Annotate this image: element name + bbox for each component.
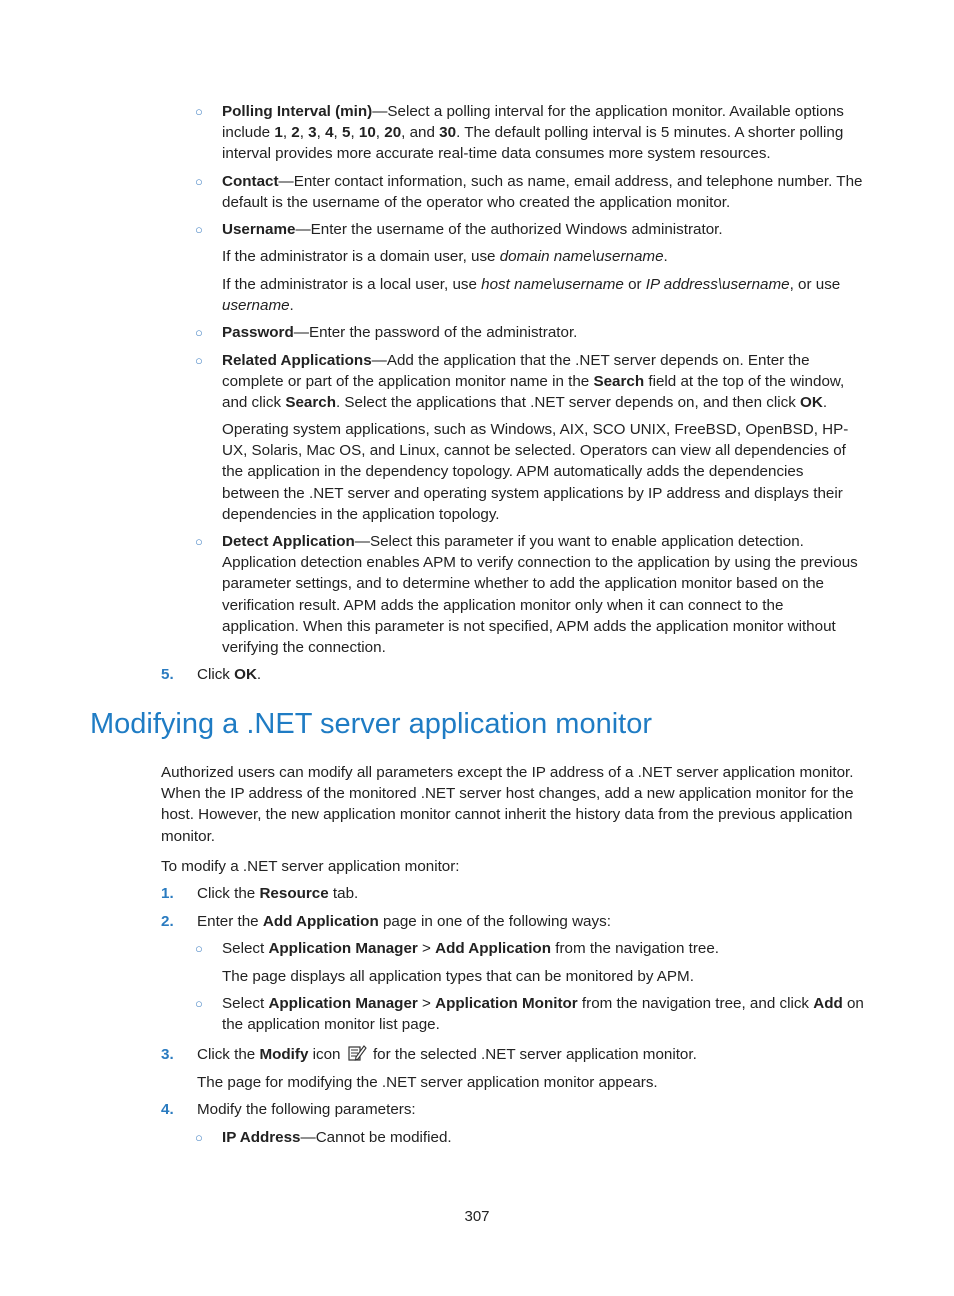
procedure-lead: To modify a .NET server application monitor: [161, 858, 460, 875]
polling-interval-item: Polling Interval (min)—Select a polling interval for the application monitor. Available options include 1, 2, 3, 4, 5, 10, 20, and 30. The default polling interval is 5 minutes. A shorter polling interval provides more accurate real-time data consumes more system resources. [222, 103, 844, 163]
step-number: 5. [161, 666, 174, 683]
bullet: ○ [195, 1130, 203, 1145]
bullet: ○ [195, 996, 203, 1011]
bullet: ○ [195, 174, 203, 189]
ip-address-item: IP Address—Cannot be modified. [222, 1129, 452, 1146]
step-2-option-1: Select Application Manager > Add Application from the navigation tree. [222, 940, 719, 957]
bullet: ○ [195, 104, 203, 119]
username-item: Username—Enter the username of the authorized Windows administrator. [222, 221, 723, 238]
page-number: 307 [464, 1208, 490, 1225]
step-number: 4. [161, 1101, 174, 1118]
step-3: Click the Modify icon for the selected .NET server application monitor. [197, 1046, 697, 1063]
modify-icon [347, 1044, 367, 1062]
username-local-note: If the administrator is a local user, use host name\username or IP address\username, or use username. [222, 276, 841, 315]
step-number: 1. [161, 885, 174, 902]
step-number: 2. [161, 913, 174, 930]
username-domain-note: If the administrator is a domain user, use domain name\username. [222, 248, 668, 265]
bullet: ○ [195, 325, 203, 340]
section-intro: Authorized users can modify all parameters except the IP address of a .NET server application monitor. When the IP address of the monitored .NET server host changes, add a new application monitor for the host. However, the new application monitor cannot inherit the history data from the previous application monitor. [161, 764, 854, 845]
contact-item: Contact—Enter contact information, such as name, email address, and telephone number. The default is the username of the operator who created the application monitor. [222, 173, 863, 212]
step-3-note: The page for modifying the .NET server application monitor appears. [197, 1074, 658, 1091]
step-number: 3. [161, 1046, 174, 1063]
detect-application-item: Detect Application—Select this parameter if you want to enable application detection. Application detection enables APM to verify connection to the application by using the previous parameter settings, and to determine whether to add the application monitor based on the verification result. APM adds the application monitor only when it can connect to the application. When this parameter is not specified, APM adds the application monitor without verifying the connection. [222, 533, 858, 657]
step-2-option-1-note: The page displays all application types that can be monitored by APM. [222, 968, 694, 985]
related-applications-note: Operating system applications, such as Windows, AIX, SCO UNIX, FreeBSD, OpenBSD, HP-UX, Solaris, Mac OS, and Linux, cannot be selected. Operators can view all dependencies of the application in the dependency topology. APM automatically adds the dependencies between the .NET server and operating system applications by IP address and displays their dependencies in the application topology. [222, 421, 849, 523]
bullet: ○ [195, 941, 203, 956]
password-item: Password—Enter the password of the administrator. [222, 324, 578, 341]
bullet: ○ [195, 222, 203, 237]
step-1: Click the Resource tab. [197, 885, 359, 902]
section-title: Modifying a .NET server application monitor [90, 708, 652, 740]
bullet: ○ [195, 353, 203, 368]
step-2: Enter the Add Application page in one of the following ways: [197, 913, 611, 930]
step-2-option-2: Select Application Manager > Application Monitor from the navigation tree, and click Add on the application monitor list page. [222, 995, 864, 1034]
related-applications-item: Related Applications—Add the application that the .NET server depends on. Enter the complete or part of the application monitor name in the Search field at the top of the window, and click Search. Select the applications that .NET server depends on, and then click OK. [222, 352, 845, 412]
step-4: Modify the following parameters: [197, 1101, 416, 1118]
step-5: Click OK. [197, 666, 262, 683]
bullet: ○ [195, 534, 203, 549]
